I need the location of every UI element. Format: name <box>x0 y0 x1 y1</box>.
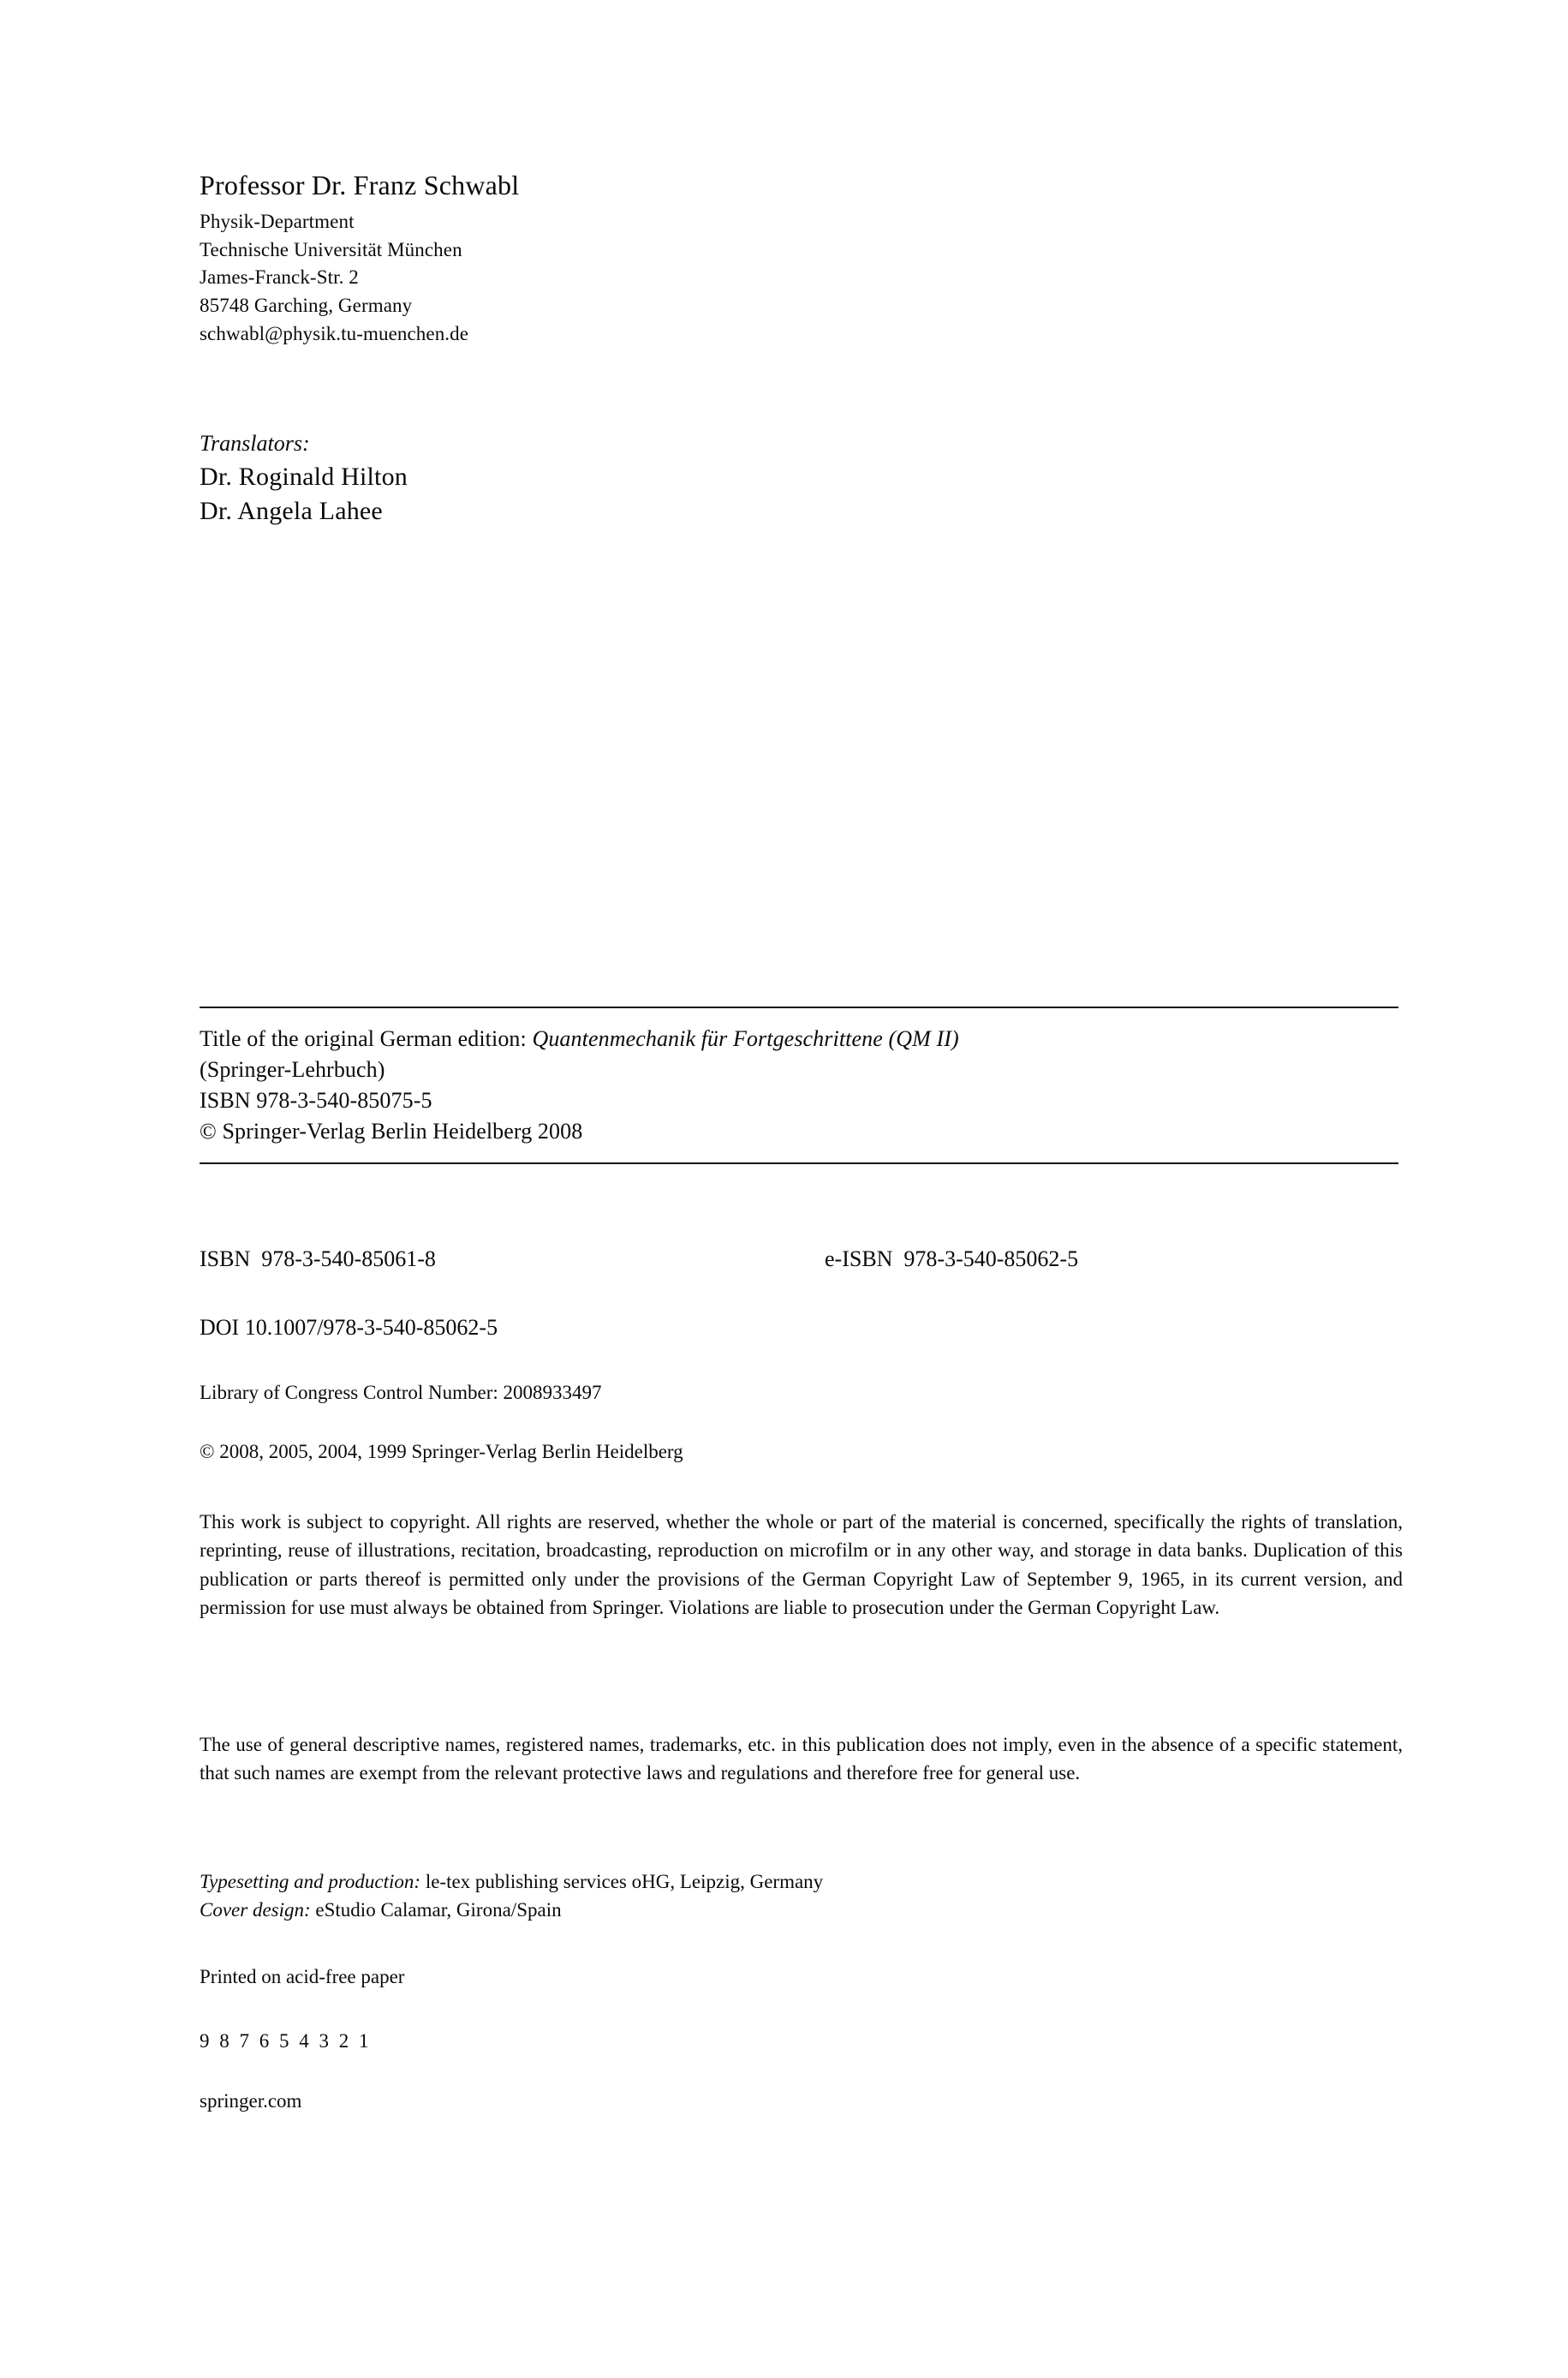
typesetting-value: le-tex publishing services oHG, Leipzig, Germany <box>420 1871 824 1892</box>
translator-name-1: Dr. Roginald Hilton <box>200 463 408 492</box>
original-edition-series: (Springer-Lehrbuch) <box>200 1056 385 1082</box>
author-name: Professor Dr. Franz Schwabl <box>200 170 520 200</box>
paper-notice: Printed on acid-free paper <box>200 1966 405 1987</box>
original-edition-title: Quantenmechanik für Fortgeschrittene (QM II) <box>532 1026 959 1051</box>
translator-name-2: Dr. Angela Lahee <box>200 496 383 525</box>
original-edition-title-prefix: Title of the original German edition: <box>200 1026 533 1051</box>
translators-block <box>200 428 1056 529</box>
author-address-street: James-Franck-Str. 2 <box>200 266 359 289</box>
print-run-number-line: 9 8 7 6 5 4 3 2 1 <box>200 2030 372 2052</box>
production-credits <box>200 1867 1398 1925</box>
original-edition-isbn: ISBN 978-3-540-85075-5 <box>200 1087 432 1113</box>
legal-paragraph-copyright: This work is subject to copyright. All rights are reserved, whether the whole or part of the material is concerned, specifically the rights of translation, reprinting, reuse of illustrations, recitation, broadcasting, reproduction on microfilm or in any other way, and storage in data banks. Duplication of this publication or parts thereof is permitted only under the provisions of the German Copyright Law of September 9, 1965, in its current version, and permission for use must always be obtained from Springer. Violations are liable to prosecution under the German Copyright Law. <box>200 1511 1403 1619</box>
copyright-notice: © 2008, 2005, 2004, 1999 Springer-Verlag Berlin Heidelberg <box>200 1441 683 1462</box>
original-edition-title-line <box>200 1024 1398 1055</box>
isbn-electronic: e-ISBN 978-3-540-85062-5 <box>825 1246 1079 1271</box>
author-affiliation-department: Physik-Department <box>200 210 355 232</box>
publisher-website: springer.com <box>200 2090 302 2112</box>
original-edition-copyright: © Springer-Verlag Berlin Heidelberg 2008 <box>200 1118 583 1144</box>
doi: DOI 10.1007/978-3-540-85062-5 <box>200 1315 498 1340</box>
author-affiliation-university: Technische Universität München <box>200 238 462 260</box>
cover-design-label: Cover design: <box>200 1899 311 1921</box>
author-address-city: 85748 Garching, Germany <box>200 294 413 316</box>
legal-paragraph-trademarks: The use of general descriptive names, registered names, trademarks, etc. in this publication does not imply, even in the absence of a specific statement, that such names are exempt from the relevant protective laws and regulations and therefore free for general use. <box>200 1734 1403 1784</box>
author-email: schwabl@physik.tu-muenchen.de <box>200 322 469 344</box>
translators-label: Translators: <box>200 431 310 456</box>
original-edition-block <box>200 1007 1398 1164</box>
typesetting-line <box>200 1867 1398 1896</box>
cover-design-value: eStudio Calamar, Girona/Spain <box>310 1899 562 1921</box>
author-block <box>200 168 1056 348</box>
typesetting-label: Typesetting and production: <box>200 1871 421 1892</box>
cover-design-line <box>200 1896 1398 1924</box>
library-of-congress-number: Library of Congress Control Number: 2008933497 <box>200 1382 602 1403</box>
isbn-print: ISBN 978-3-540-85061-8 <box>200 1246 436 1271</box>
